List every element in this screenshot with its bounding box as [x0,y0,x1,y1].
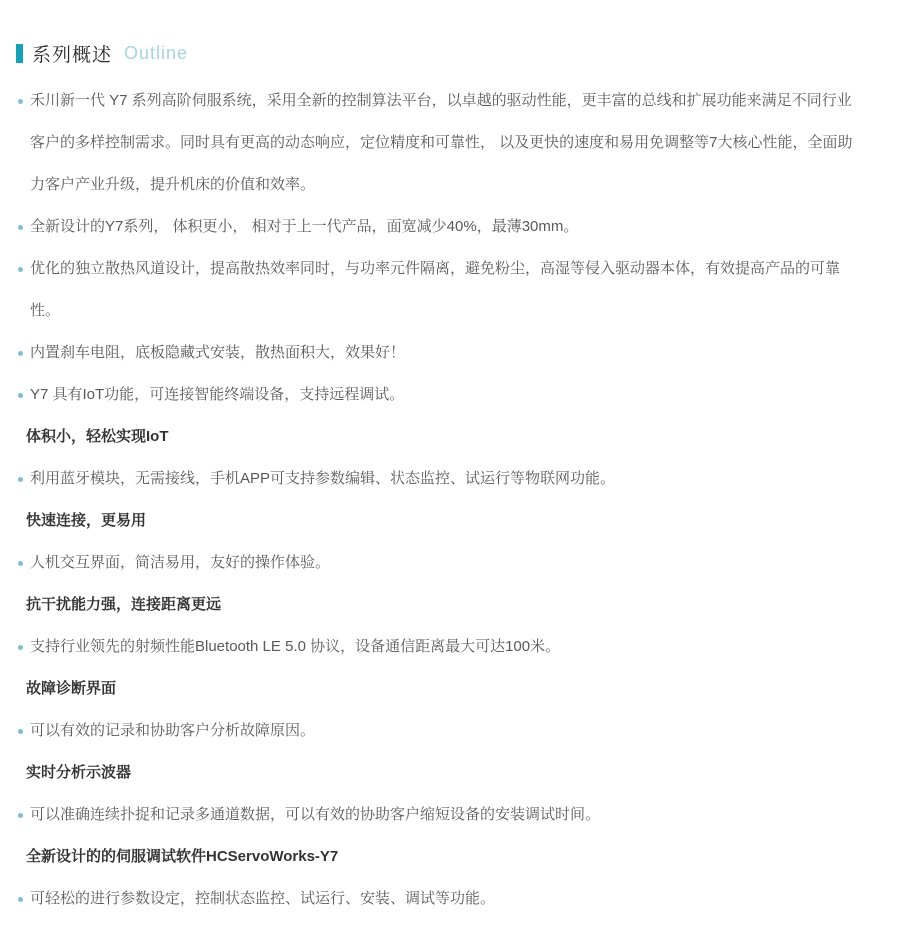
section-subheading [18,416,858,458]
subheading-text: 体积小，轻松实现IoT [26,428,169,445]
section-subheading [18,584,858,626]
bullet-text: 内置刹车电阻，底板隐藏式安装，散热面积大，效果好！ [30,344,406,361]
bullet-dot [18,561,23,566]
section-subheading [18,668,858,710]
bullet-item [18,542,858,584]
section-title-en: Outline [124,43,189,63]
bullet-item [18,374,858,416]
accent-bar [16,44,23,63]
bullet-text: 可以有效的记录和协助客户分析故障原因。 [30,722,316,739]
bullet-item [18,878,858,920]
section-subheading [18,836,858,878]
bullet-text: Y7 具有IoT功能，可连接智能终端设备，支持远程调试。 [30,386,405,403]
outline-page [0,40,900,937]
bullet-dot [18,351,23,356]
subheading-text: 实时分析示波器 [26,764,132,781]
subheading-text: 抗干扰能力强，连接距离更远 [26,596,222,613]
bullet-text: 优化的独立散热风道设计，提高散热效率同时，与功率元件隔离，避免粉尘，高湿等侵入驱动器本体，有效提高产品的可靠性。 [30,260,841,319]
bullet-dot [18,897,23,902]
bullet-text: 全新设计的Y7系列， 体积更小， 相对于上一代产品，面宽减少40%，最薄30mm。 [30,218,579,235]
bullet-item [18,626,858,668]
bullet-item [18,248,858,332]
bullet-text: 可轻松的进行参数设定，控制状态监控、试运行、安装、调试等功能。 [30,890,496,907]
section-title-cn: 系列概述 [32,45,113,66]
bullet-text: 可以准确连续扑捉和记录多通道数据，可以有效的协助客户缩短设备的安装调试时间。 [30,806,601,823]
bullet-dot [18,477,23,482]
bullet-item [18,80,858,206]
bullet-text: 禾川新一代 Y7 系列高阶伺服系统，采用全新的控制算法平台，以卓越的驱动性能，更丰富的总线和扩展功能来满足不同行业客户的多样控制需求。同时具有更高的动态响应，定位精度和可靠性， 以及更快的速度和易用免调整等7大核心性能，全面助力客户产业升级，提升机床的价值和效率。 [30,92,853,193]
bullet-dot [18,225,23,230]
bullet-dot [18,729,23,734]
bullet-dot [18,99,23,104]
section-header [16,40,900,67]
bullet-text: 利用蓝牙模块，无需接线，手机APP可支持参数编辑、状态监控、试运行等物联网功能。 [30,470,616,487]
bullet-item [18,206,858,248]
subheading-text: 快速连接，更易用 [26,512,147,529]
content-list [18,80,858,920]
bullet-item [18,332,858,374]
section-subheading [18,752,858,794]
bullet-item [18,458,858,500]
bullet-text: 人机交互界面，简洁易用，友好的操作体验。 [30,554,331,571]
section-subheading [18,500,858,542]
subheading-text: 故障诊断界面 [26,680,117,697]
bullet-dot [18,645,23,650]
bullet-dot [18,813,23,818]
bullet-dot [18,393,23,398]
bullet-item [18,710,858,752]
bullet-dot [18,267,23,272]
bullet-item [18,794,858,836]
subheading-text: 全新设计的的伺服调试软件HCServoWorks-Y7 [26,848,339,865]
bullet-text: 支持行业领先的射频性能Bluetooth LE 5.0 协议，设备通信距离最大可达100米。 [30,638,561,655]
